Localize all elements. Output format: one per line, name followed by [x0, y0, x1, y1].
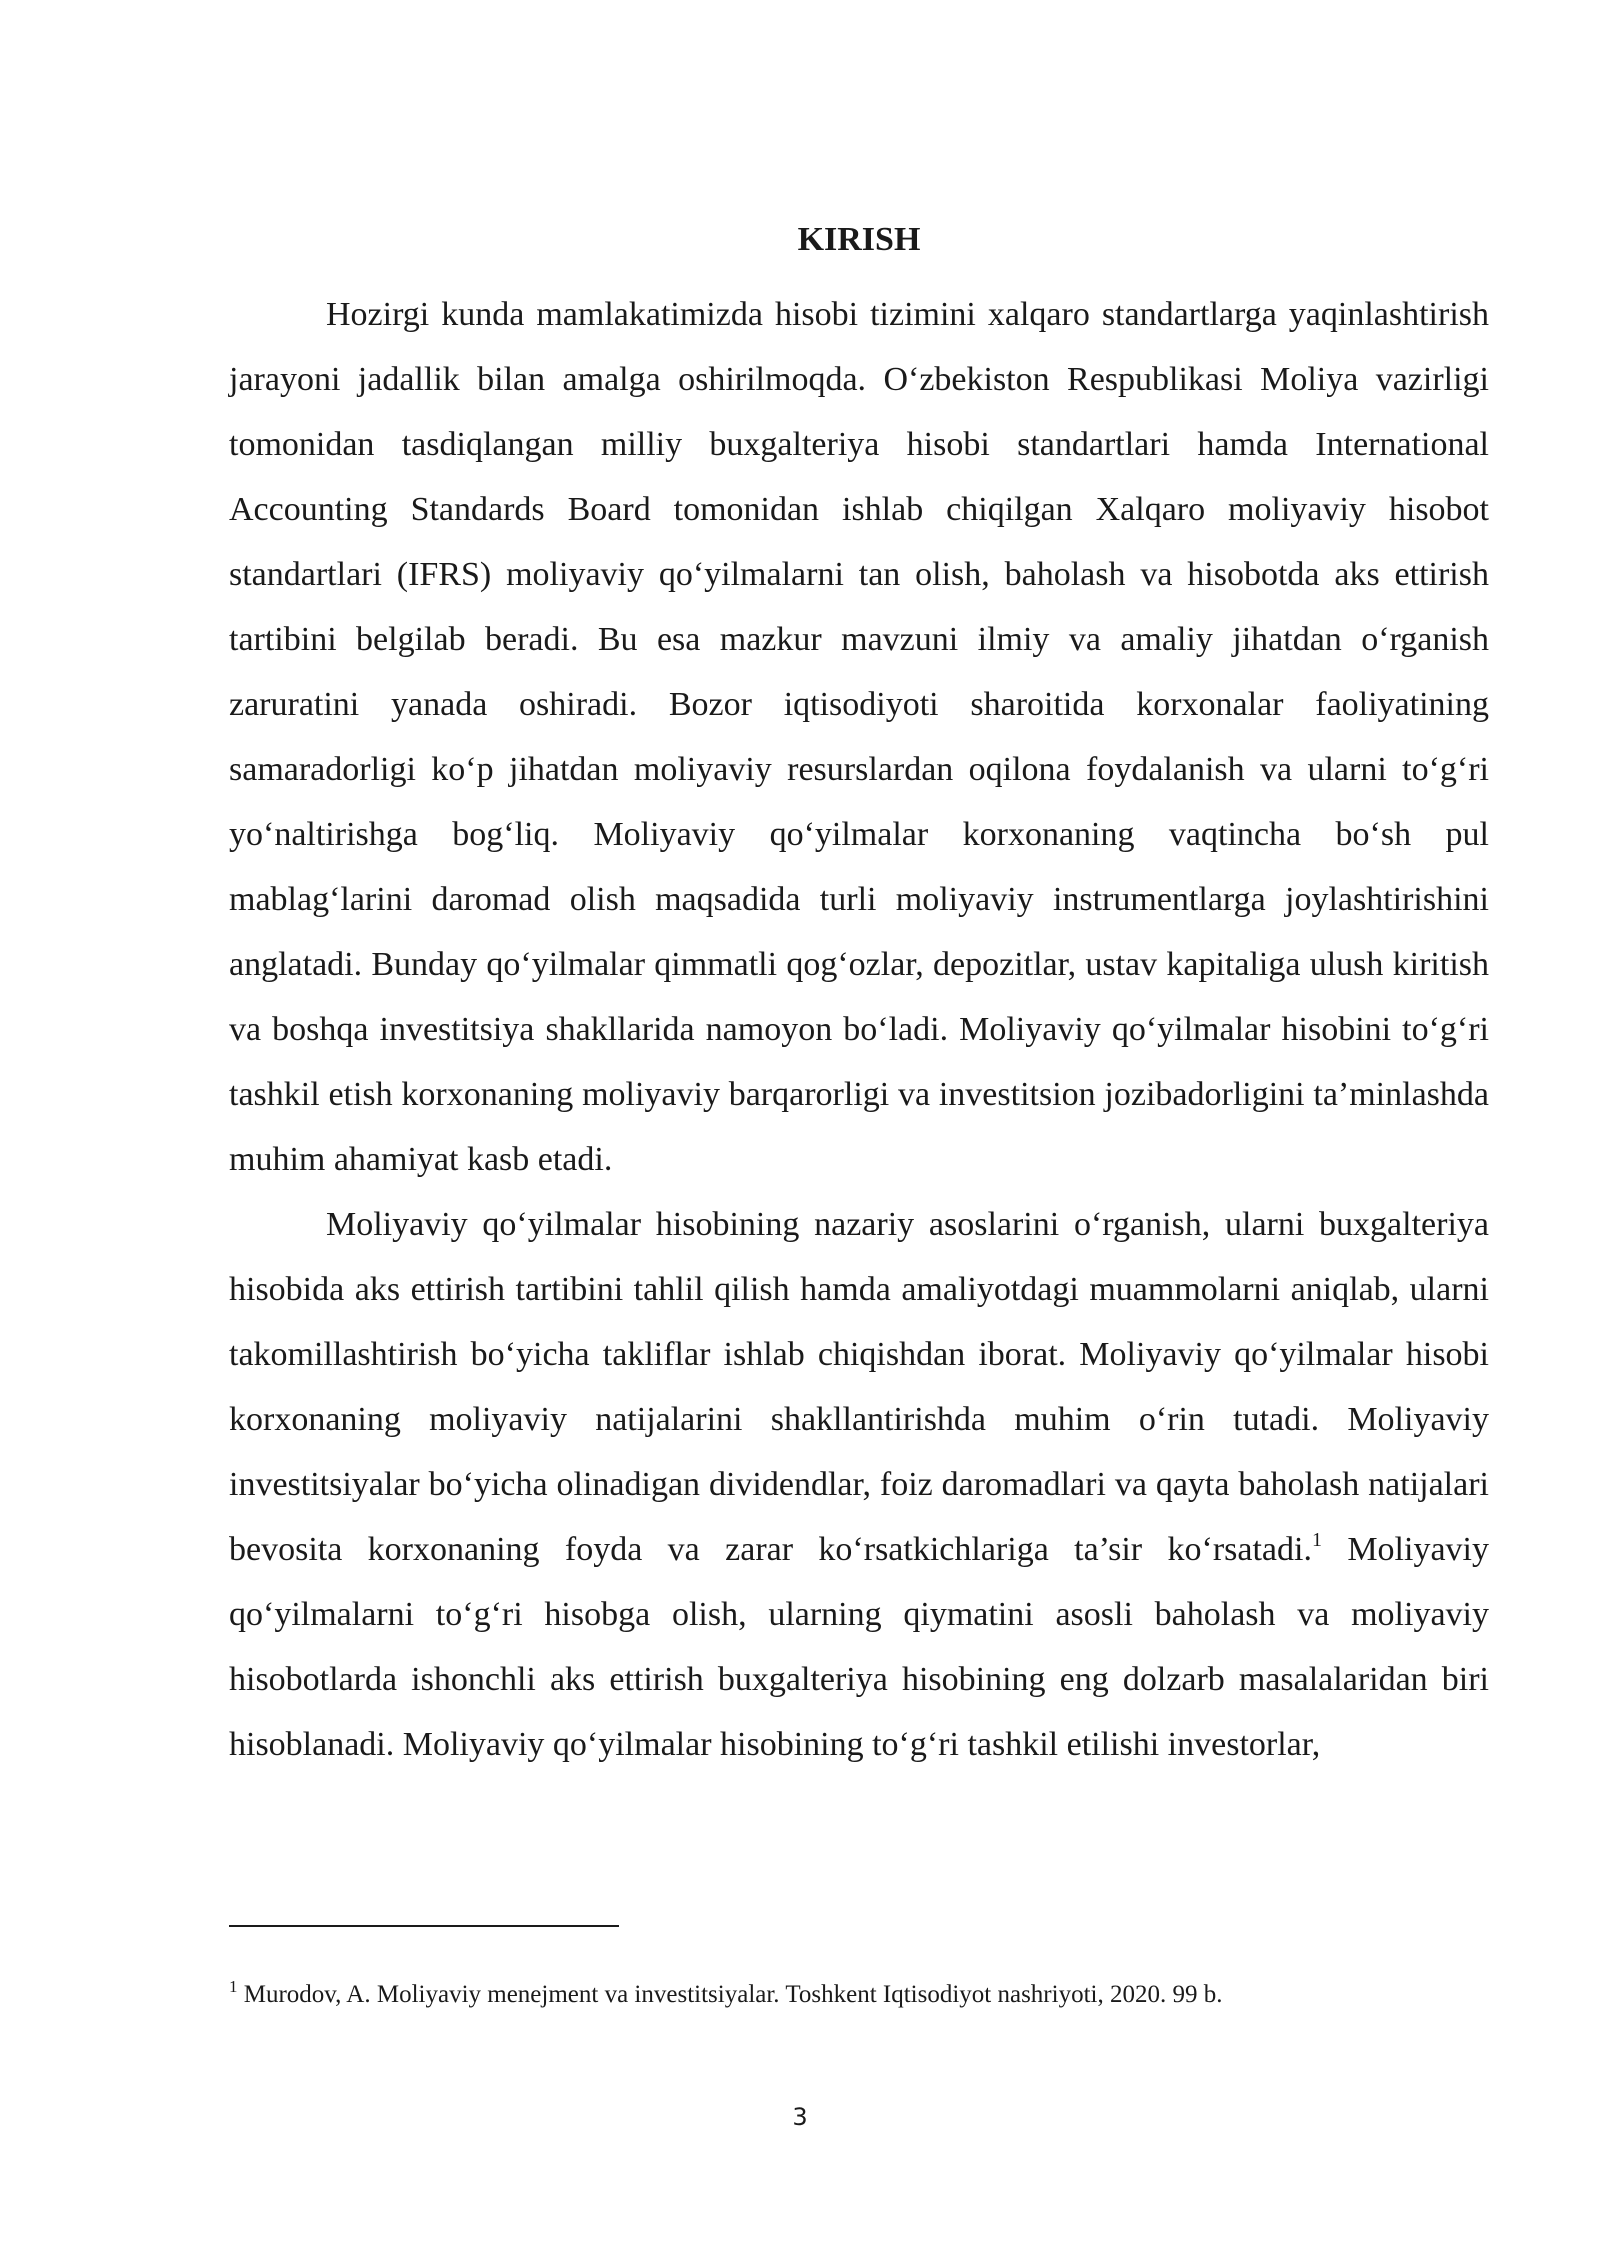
footnote-text: Murodov, A. Moliyaviy menejment va investitsiyalar. Toshkent Iqtisodiyot nashriyoti, 2020. 99 b.	[237, 1981, 1223, 2008]
footnote-separator	[229, 1925, 619, 1927]
paragraph-2-text-after-ref: Moliyaviy qo‘yilmalarni to‘g‘ri hisobga olish, ularning qiymatini asosli baholash va moliyaviy hisobotlarda ishonchli aks ettirish buxgalteriya hisobining eng dolzarb masalalaridan biri hisoblanadi. Moliyaviy qo‘yilmalar hisobining to‘g‘ri tashkil etilishi investorlar,	[229, 1531, 1489, 1763]
footnote	[229, 1978, 1489, 2012]
section-heading: KIRISH	[797, 221, 921, 258]
footnote-reference[interactable]: 1	[1311, 1529, 1322, 1551]
paragraph-1: Hozirgi kunda mamlakatimizda hisobi tizimini xalqaro standartlarga yaqinlashtirish jarayoni jadallik bilan amalga oshirilmoqda. O‘zbekiston Respublikasi Moliya vazirligi tomonidan tasdiqlangan milliy buxgalteriya hisobi standartlari hamda International Accounting Standards Board tomonidan ishlab chiqilgan Xalqaro moliyaviy hisobot standartlari (IFRS) moliyaviy qo‘yilmalarni tan olish, baholash va hisobotda aks ettirish tartibini belgilab beradi. Bu esa mazkur mavzuni ilmiy va amaliy jihatdan o‘rganish zaruratini yanada oshiradi. Bozor iqtisodiyoti sharoitida korxonalar faoliyatining samaradorligi ko‘p jihatdan moliyaviy resurslardan oqilona foydalanish va ularni to‘g‘ri yo‘naltirishga bog‘liq. Moliyaviy qo‘yilmalar korxonaning vaqtincha bo‘sh pul mablag‘larini daromad olish maqsadida turli moliyaviy instrumentlarga joylashtirishini anglatadi. Bunday qo‘yilmalar qimmatli qog‘ozlar, depozitlar, ustav kapitaliga ulush kiritish va boshqa investitsiya shakllarida namoyon bo‘ladi. Moliyaviy qo‘yilmalar hisobini to‘g‘ri tashkil etish korxonaning moliyaviy barqarorligi va investitsion jozibadorligini ta’minlashda muhim ahamiyat kasb etadi.	[229, 296, 1489, 1178]
paragraph-2	[229, 1192, 1489, 1777]
body-text	[229, 282, 1489, 1777]
footnote-number: 1	[229, 1977, 238, 1996]
paragraph-2-text-before-ref: Moliyaviy qo‘yilmalar hisobining nazariy asoslarini o‘rganish, ularni buxgalteriya hisobida aks ettirish tartibini tahlil qilish hamda amaliyotdagi muammolarni aniqlab, ularni takomillashtirish bo‘yicha takliflar ishlab chiqishdan iborat. Moliyaviy qo‘yilmalar hisobi korxonaning moliyaviy natijalarini shakllantirishda muhim o‘rin tutadi. Moliyaviy investitsiyalar bo‘yicha olinadigan dividendlar, foiz daromadlari va qayta baholash natijalari bevosita korxonaning foyda va zarar ko‘rsatkichlariga ta’sir ko‘rsatadi.	[229, 1206, 1489, 1568]
page-number: 3	[792, 2103, 808, 2131]
